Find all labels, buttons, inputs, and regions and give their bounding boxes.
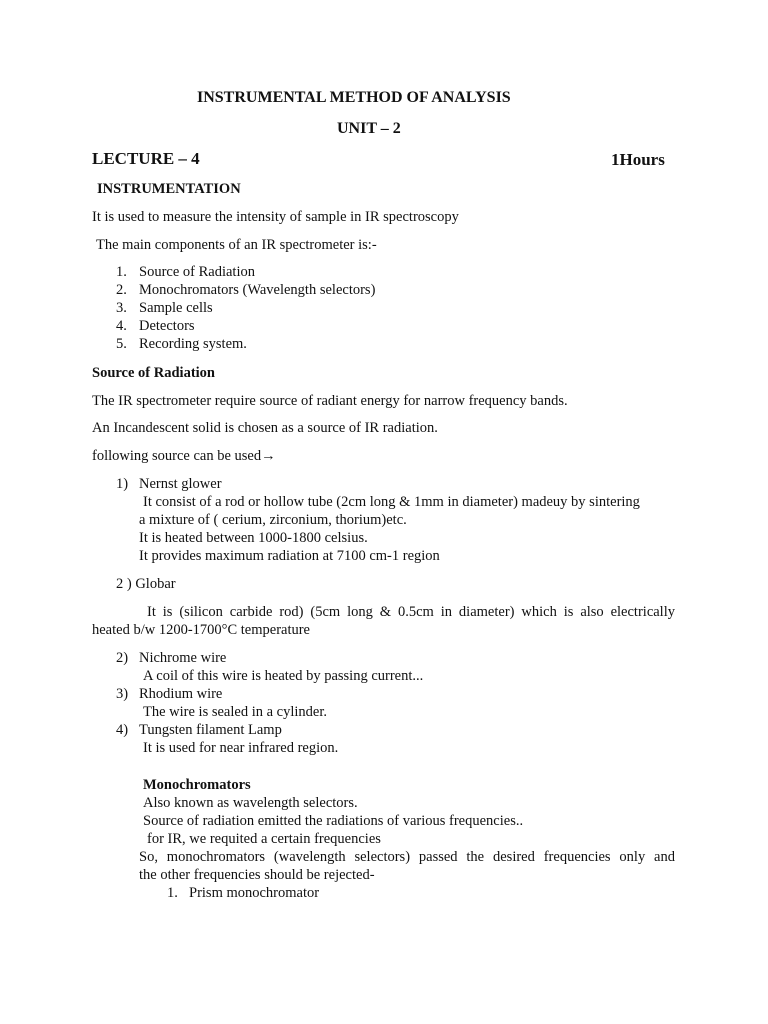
source-heading: Source of Radiation	[92, 365, 215, 381]
list-item-number: 3)	[116, 686, 129, 702]
mono-line-5: the other frequencies should be rejected-	[139, 867, 375, 883]
list-item-number: 2)	[116, 650, 129, 666]
document-title: INSTRUMENTAL METHOD OF ANALYSIS	[197, 89, 511, 106]
nichrome-wire-desc: A coil of this wire is heated by passing current...	[143, 668, 424, 684]
lecture-label: LECTURE – 4	[92, 149, 200, 168]
globar-line-1: It is (silicon carbide rod) (5cm long & 0.5cm in diameter) which is also electrically	[147, 604, 675, 620]
list-item: Detectors	[139, 318, 195, 334]
rhodium-wire-name: Rhodium wire	[139, 686, 223, 702]
prism-monochromator-item: Prism monochromator	[189, 885, 320, 901]
hours-label: 1Hours	[611, 150, 665, 169]
list-item: Monochromators (Wavelength selectors)	[139, 282, 376, 298]
source-paragraph-3: following source can be used→	[92, 448, 276, 464]
tungsten-lamp-desc: It is used for near infrared region.	[143, 740, 339, 756]
list-item-number: 5.	[116, 336, 127, 352]
list-item-number: 1)	[116, 476, 129, 492]
nernst-line-3: It is heated between 1000-1800 celsius.	[139, 530, 368, 546]
list-item: Recording system.	[139, 336, 247, 352]
tungsten-lamp-name: Tungsten filament Lamp	[139, 722, 282, 738]
globar-label: 2 ) Globar	[116, 576, 176, 592]
list-item-number: 1.	[116, 264, 127, 280]
monochromators-heading: Monochromators	[143, 777, 251, 793]
list-item-number: 4)	[116, 722, 129, 738]
nernst-line-4: It provides maximum radiation at 7100 cm-1 region	[139, 548, 440, 564]
mono-line-2: Source of radiation emitted the radiations of various frequencies..	[143, 813, 524, 829]
nichrome-wire-name: Nichrome wire	[139, 650, 227, 666]
list-item: Source of Radiation	[139, 264, 255, 280]
list-item-number: 4.	[116, 318, 127, 334]
instrumentation-paragraph-2: The main components of an IR spectrometer is:-	[96, 237, 377, 253]
list-item-number: 1.	[167, 885, 178, 901]
list-item: Sample cells	[139, 300, 213, 316]
instrumentation-heading: INSTRUMENTATION	[97, 181, 241, 197]
mono-line-4: So, monochromators (wavelength selectors) passed the desired frequencies only and	[139, 849, 675, 865]
rhodium-wire-desc: The wire is sealed in a cylinder.	[143, 704, 328, 720]
globar-line-2: heated b/w 1200-1700°C temperature	[92, 622, 310, 638]
nernst-line-1: It consist of a rod or hollow tube (2cm long & 1mm in diameter) madeuy by sintering	[143, 494, 640, 510]
instrumentation-paragraph-1: It is used to measure the intensity of sample in IR spectroscopy	[92, 209, 459, 225]
source-paragraph-1: The IR spectrometer require source of radiant energy for narrow frequency bands.	[92, 393, 568, 409]
mono-line-1: Also known as wavelength selectors.	[143, 795, 358, 811]
list-item-number: 2.	[116, 282, 127, 298]
list-item-number: 3.	[116, 300, 127, 316]
unit-label: UNIT – 2	[337, 120, 401, 137]
source-paragraph-2: An Incandescent solid is chosen as a source of IR radiation.	[92, 420, 438, 436]
nernst-glower-name: Nernst glower	[139, 476, 222, 492]
mono-line-3: for IR, we requited a certain frequencies	[147, 831, 381, 847]
nernst-line-2: a mixture of ( cerium, zirconium, thorium)etc.	[139, 512, 407, 528]
